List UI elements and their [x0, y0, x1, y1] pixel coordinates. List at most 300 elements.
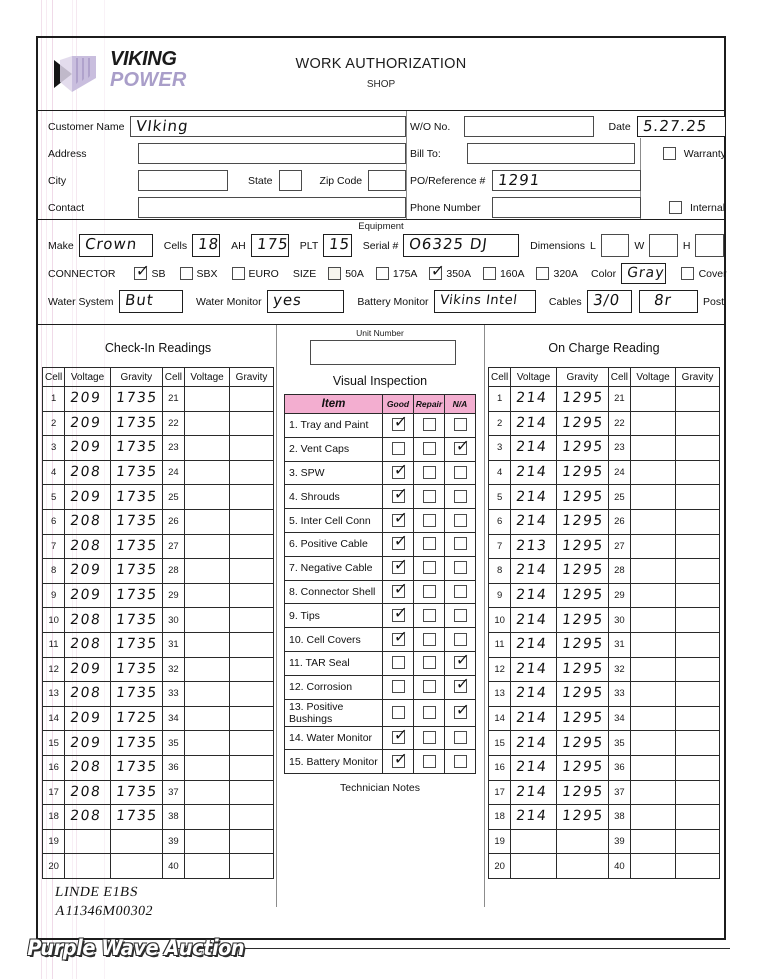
gravity-cell[interactable] — [230, 805, 274, 830]
checkbox[interactable] — [454, 699, 470, 719]
gravity-cell[interactable] — [556, 706, 608, 731]
checkbox[interactable] — [392, 602, 408, 622]
voltage-cell[interactable] — [511, 755, 557, 780]
inspection-na-checkbox[interactable] — [445, 675, 476, 699]
checkbox[interactable] — [423, 585, 436, 598]
unit-number-input[interactable] — [310, 340, 456, 365]
serial-input[interactable] — [403, 234, 519, 257]
voltage-cell[interactable] — [631, 706, 676, 731]
gravity-cell[interactable] — [110, 608, 162, 633]
voltage-cell[interactable] — [65, 460, 111, 485]
voltage-cell[interactable] — [65, 436, 111, 461]
connector-sb-checkbox[interactable] — [134, 261, 151, 280]
voltage-cell[interactable] — [65, 583, 111, 608]
voltage-cell[interactable] — [65, 608, 111, 633]
gravity-cell[interactable] — [230, 485, 274, 510]
voltage-cell[interactable] — [631, 608, 676, 633]
gravity-cell[interactable] — [230, 559, 274, 584]
voltage-cell[interactable] — [185, 509, 230, 534]
inspection-good-checkbox[interactable] — [383, 726, 414, 750]
voltage-cell[interactable] — [185, 805, 230, 830]
inspection-repair-checkbox[interactable] — [414, 699, 445, 726]
checkbox[interactable] — [454, 633, 467, 646]
gravity-cell[interactable] — [676, 608, 720, 633]
inspection-row — [285, 461, 476, 485]
inspection-na-checkbox[interactable] — [445, 437, 476, 461]
contact-input[interactable] — [138, 197, 406, 218]
gravity-cell[interactable] — [676, 682, 720, 707]
gravity-cell[interactable] — [230, 436, 274, 461]
checkbox[interactable] — [423, 755, 436, 768]
gravity-cell[interactable] — [556, 509, 608, 534]
gravity-cell[interactable] — [110, 805, 162, 830]
inspection-good-checkbox[interactable] — [383, 485, 414, 509]
checkbox[interactable] — [423, 514, 436, 527]
gravity-cell[interactable] — [556, 436, 608, 461]
inspection-na-checkbox[interactable] — [445, 651, 476, 675]
checkbox[interactable] — [392, 706, 405, 719]
gravity-cell[interactable] — [230, 509, 274, 534]
gravity-cell[interactable] — [230, 706, 274, 731]
gravity-cell[interactable] — [110, 534, 162, 559]
voltage-cell[interactable] — [631, 657, 676, 682]
voltage-cell[interactable] — [65, 387, 111, 412]
voltage-cell[interactable] — [185, 608, 230, 633]
make-input[interactable] — [79, 234, 153, 257]
gravity-cell-value: 1735 — [114, 513, 159, 530]
voltage-cell[interactable] — [65, 534, 111, 559]
voltage-cell[interactable] — [511, 731, 557, 756]
voltage-cell[interactable] — [185, 411, 230, 436]
gravity-cell[interactable] — [556, 755, 608, 780]
checkbox[interactable] — [392, 656, 405, 669]
gravity-cell[interactable] — [230, 682, 274, 707]
gravity-cell[interactable] — [110, 436, 162, 461]
table-row — [489, 583, 720, 608]
voltage-cell[interactable] — [631, 460, 676, 485]
cables-input-1[interactable] — [587, 290, 633, 313]
voltage-cell[interactable] — [511, 411, 557, 436]
cables-input-2[interactable] — [639, 290, 698, 313]
gravity-cell[interactable] — [230, 829, 274, 854]
voltage-cell[interactable] — [65, 805, 111, 830]
wo-number-input[interactable] — [464, 116, 594, 137]
voltage-cell[interactable] — [185, 829, 230, 854]
checkbox[interactable] — [392, 578, 408, 598]
checkbox[interactable] — [454, 561, 467, 574]
inspection-repair-checkbox[interactable] — [414, 461, 445, 485]
inspection-good-checkbox[interactable] — [383, 532, 414, 556]
inspection-good-checkbox[interactable] — [383, 604, 414, 628]
voltage-cell[interactable] — [511, 509, 557, 534]
voltage-cell[interactable] — [185, 387, 230, 412]
voltage-cell[interactable] — [65, 509, 111, 534]
voltage-cell[interactable] — [185, 632, 230, 657]
gravity-cell[interactable] — [110, 780, 162, 805]
gravity-cell[interactable] — [230, 583, 274, 608]
gravity-cell[interactable] — [110, 682, 162, 707]
inspection-na-checkbox[interactable] — [445, 750, 476, 774]
inspection-repair-checkbox[interactable] — [414, 651, 445, 675]
page-title: WORK AUTHORIZATION — [295, 56, 467, 72]
gravity-cell[interactable] — [676, 411, 720, 436]
size-350a-checkbox[interactable] — [429, 261, 446, 280]
cell-number: 31 — [162, 632, 184, 657]
cell-number: 22 — [162, 411, 184, 436]
gravity-cell[interactable] — [676, 387, 720, 412]
voltage-cell[interactable] — [511, 559, 557, 584]
checkbox[interactable] — [392, 724, 408, 744]
gravity-cell[interactable] — [556, 632, 608, 657]
voltage-cell[interactable] — [65, 854, 111, 879]
voltage-cell[interactable] — [185, 731, 230, 756]
gravity-cell[interactable] — [230, 608, 274, 633]
checkbox[interactable] — [454, 609, 467, 622]
checkbox[interactable] — [454, 585, 467, 598]
gravity-cell[interactable] — [556, 608, 608, 633]
gravity-cell[interactable] — [110, 706, 162, 731]
voltage-cell[interactable] — [511, 387, 557, 412]
checkbox[interactable] — [454, 731, 467, 744]
voltage-cell[interactable] — [631, 583, 676, 608]
inspection-good-checkbox[interactable] — [383, 509, 414, 533]
phone-number-input[interactable] — [492, 197, 641, 218]
checkbox[interactable] — [423, 490, 436, 503]
checkbox[interactable] — [454, 674, 470, 694]
checkbox[interactable] — [392, 483, 408, 503]
water-system-input[interactable] — [119, 290, 184, 313]
inspection-repair-checkbox[interactable] — [414, 556, 445, 580]
inspection-repair-checkbox[interactable] — [414, 726, 445, 750]
checkbox[interactable] — [423, 466, 436, 479]
gravity-cell[interactable] — [110, 460, 162, 485]
voltage-cell[interactable] — [185, 559, 230, 584]
voltage-cell[interactable] — [65, 829, 111, 854]
inspection-repair-checkbox[interactable] — [414, 750, 445, 774]
water-monitor-input[interactable] — [267, 290, 345, 313]
gravity-cell[interactable] — [676, 805, 720, 830]
gravity-cell[interactable] — [230, 657, 274, 682]
voltage-cell[interactable] — [65, 632, 111, 657]
voltage-cell[interactable] — [185, 534, 230, 559]
gravity-cell-value: 1295 — [560, 488, 605, 505]
checkbox[interactable] — [423, 731, 436, 744]
voltage-cell[interactable] — [185, 485, 230, 510]
voltage-cell[interactable] — [511, 583, 557, 608]
voltage-cell[interactable] — [631, 485, 676, 510]
voltage-cell[interactable] — [185, 780, 230, 805]
checkbox[interactable] — [454, 650, 470, 670]
gravity-cell[interactable] — [110, 632, 162, 657]
size-160a-checkbox[interactable] — [483, 267, 496, 280]
size-175a-checkbox[interactable] — [376, 267, 389, 280]
inspection-na-checkbox[interactable] — [445, 485, 476, 509]
bill-to-input[interactable] — [467, 143, 635, 164]
gravity-cell[interactable] — [556, 805, 608, 830]
gravity-cell[interactable] — [230, 534, 274, 559]
checkbox[interactable] — [423, 442, 436, 455]
dim-l-input[interactable] — [601, 234, 630, 257]
voltage-cell-value: 214 — [515, 562, 549, 579]
checkbox[interactable] — [392, 459, 408, 479]
date-input[interactable] — [637, 116, 726, 137]
inspection-na-checkbox[interactable] — [445, 414, 476, 438]
inspection-na-checkbox[interactable] — [445, 604, 476, 628]
gravity-cell[interactable] — [110, 854, 162, 879]
city-input[interactable] — [138, 170, 228, 191]
gravity-cell[interactable] — [676, 534, 720, 559]
voltage-cell[interactable] — [185, 657, 230, 682]
voltage-cell[interactable] — [511, 436, 557, 461]
checkbox[interactable] — [392, 442, 405, 455]
gravity-cell[interactable] — [676, 829, 720, 854]
connector-sbx-checkbox[interactable] — [180, 267, 193, 280]
voltage-cell[interactable] — [185, 682, 230, 707]
voltage-cell[interactable] — [631, 436, 676, 461]
gravity-cell[interactable] — [230, 854, 274, 879]
po-reference-input[interactable] — [492, 170, 641, 191]
battery-monitor-input[interactable] — [434, 290, 536, 313]
warranty-checkbox[interactable] — [663, 147, 676, 160]
gravity-cell[interactable] — [676, 509, 720, 534]
gravity-cell[interactable] — [556, 559, 608, 584]
voltage-cell[interactable] — [511, 608, 557, 633]
voltage-cell[interactable] — [65, 559, 111, 584]
gravity-cell[interactable] — [556, 460, 608, 485]
voltage-cell[interactable] — [185, 706, 230, 731]
checkbox[interactable] — [423, 418, 436, 431]
gravity-cell[interactable] — [110, 485, 162, 510]
gravity-cell[interactable] — [110, 583, 162, 608]
inspection-repair-checkbox[interactable] — [414, 437, 445, 461]
inspection-good-checkbox[interactable] — [383, 651, 414, 675]
inspection-good-checkbox[interactable] — [383, 675, 414, 699]
voltage-cell[interactable] — [185, 755, 230, 780]
checkbox[interactable] — [454, 466, 467, 479]
inspection-good-checkbox[interactable] — [383, 628, 414, 652]
voltage-cell[interactable] — [631, 755, 676, 780]
voltage-cell[interactable] — [511, 706, 557, 731]
inspection-repair-checkbox[interactable] — [414, 580, 445, 604]
voltage-cell[interactable] — [631, 509, 676, 534]
voltage-cell[interactable] — [511, 460, 557, 485]
gravity-cell[interactable] — [676, 706, 720, 731]
gravity-cell[interactable] — [676, 780, 720, 805]
inspection-row — [285, 509, 476, 533]
gravity-cell[interactable] — [556, 731, 608, 756]
gravity-cell[interactable] — [230, 460, 274, 485]
voltage-cell[interactable] — [631, 854, 676, 879]
voltage-cell[interactable] — [511, 657, 557, 682]
checkbox[interactable] — [392, 748, 408, 768]
voltage-cell[interactable] — [65, 706, 111, 731]
voltage-cell[interactable] — [65, 755, 111, 780]
checkbox[interactable] — [392, 555, 408, 575]
checkbox[interactable] — [392, 531, 408, 551]
gravity-cell[interactable] — [230, 731, 274, 756]
inspection-good-checkbox[interactable] — [383, 580, 414, 604]
gravity-cell[interactable] — [556, 780, 608, 805]
checkbox[interactable] — [423, 561, 436, 574]
checkbox[interactable] — [454, 755, 467, 768]
plt-input[interactable] — [323, 234, 352, 257]
gravity-cell[interactable] — [230, 755, 274, 780]
inspection-na-checkbox[interactable] — [445, 556, 476, 580]
checkbox[interactable] — [423, 656, 436, 669]
connector-euro-checkbox[interactable] — [232, 267, 245, 280]
inspection-na-checkbox[interactable] — [445, 726, 476, 750]
dim-w-input[interactable] — [649, 234, 678, 257]
voltage-cell[interactable] — [511, 682, 557, 707]
inspection-good-checkbox[interactable] — [383, 750, 414, 774]
gravity-cell[interactable] — [110, 559, 162, 584]
voltage-cell[interactable] — [631, 534, 676, 559]
gravity-cell[interactable] — [676, 436, 720, 461]
inspection-na-checkbox[interactable] — [445, 699, 476, 726]
voltage-cell[interactable] — [511, 485, 557, 510]
inspection-repair-checkbox[interactable] — [414, 675, 445, 699]
inspection-na-checkbox[interactable] — [445, 461, 476, 485]
voltage-cell[interactable] — [185, 583, 230, 608]
cells-input[interactable] — [192, 234, 220, 257]
checkbox[interactable] — [454, 537, 467, 550]
voltage-cell[interactable] — [65, 411, 111, 436]
voltage-cell[interactable] — [631, 780, 676, 805]
cover-checkbox[interactable] — [681, 267, 694, 280]
color-input[interactable] — [621, 263, 665, 284]
gravity-cell[interactable] — [230, 632, 274, 657]
voltage-cell[interactable] — [511, 534, 557, 559]
checkbox[interactable] — [423, 609, 436, 622]
inspection-repair-checkbox[interactable] — [414, 604, 445, 628]
gravity-cell[interactable] — [676, 854, 720, 879]
gravity-cell[interactable] — [676, 731, 720, 756]
inspection-na-checkbox[interactable] — [445, 509, 476, 533]
gravity-cell[interactable] — [676, 485, 720, 510]
size-320a-checkbox[interactable] — [536, 267, 549, 280]
voltage-cell[interactable] — [631, 731, 676, 756]
voltage-cell[interactable] — [631, 387, 676, 412]
gravity-cell[interactable] — [110, 411, 162, 436]
voltage-cell[interactable] — [631, 411, 676, 436]
gravity-cell[interactable] — [556, 411, 608, 436]
gravity-cell-value: 1735 — [114, 685, 159, 702]
inspection-good-checkbox[interactable] — [383, 556, 414, 580]
gravity-cell[interactable] — [110, 509, 162, 534]
voltage-cell[interactable] — [511, 632, 557, 657]
voltage-cell[interactable] — [511, 854, 557, 879]
gravity-cell[interactable] — [556, 682, 608, 707]
inspection-good-checkbox[interactable] — [383, 414, 414, 438]
checkbox[interactable] — [454, 418, 467, 431]
checkbox[interactable] — [392, 412, 408, 432]
dim-h-input[interactable] — [695, 234, 724, 257]
gravity-cell[interactable] — [230, 387, 274, 412]
gravity-cell[interactable] — [676, 657, 720, 682]
voltage-cell[interactable] — [185, 436, 230, 461]
gravity-cell[interactable] — [556, 829, 608, 854]
gravity-cell[interactable] — [676, 632, 720, 657]
gravity-cell[interactable] — [556, 485, 608, 510]
checkbox[interactable] — [392, 626, 408, 646]
voltage-cell[interactable] — [511, 780, 557, 805]
checkbox[interactable] — [392, 680, 405, 693]
gravity-cell[interactable] — [110, 829, 162, 854]
gravity-cell[interactable] — [676, 583, 720, 608]
voltage-cell[interactable] — [65, 657, 111, 682]
divider — [276, 325, 277, 907]
voltage-cell[interactable] — [631, 829, 676, 854]
gravity-cell[interactable] — [676, 460, 720, 485]
gravity-cell[interactable] — [556, 854, 608, 879]
gravity-cell[interactable] — [556, 583, 608, 608]
gravity-cell[interactable] — [110, 755, 162, 780]
voltage-cell[interactable] — [631, 632, 676, 657]
checkbox[interactable] — [454, 436, 470, 456]
internal-checkbox[interactable] — [669, 201, 682, 214]
gravity-cell[interactable] — [110, 731, 162, 756]
voltage-cell[interactable] — [185, 460, 230, 485]
state-input[interactable] — [279, 170, 302, 191]
address-input[interactable] — [138, 143, 406, 164]
inspection-repair-checkbox[interactable] — [414, 485, 445, 509]
inspection-na-checkbox[interactable] — [445, 532, 476, 556]
inspection-na-checkbox[interactable] — [445, 580, 476, 604]
gravity-cell[interactable] — [110, 657, 162, 682]
inspection-good-checkbox[interactable] — [383, 699, 414, 726]
checkbox[interactable] — [454, 514, 467, 527]
voltage-cell[interactable] — [631, 682, 676, 707]
voltage-cell[interactable] — [631, 805, 676, 830]
checkbox[interactable] — [392, 507, 408, 527]
zip-code-input[interactable] — [368, 170, 406, 191]
voltage-cell[interactable] — [511, 829, 557, 854]
gravity-cell[interactable] — [676, 755, 720, 780]
voltage-cell[interactable] — [65, 485, 111, 510]
checkbox[interactable] — [423, 680, 436, 693]
cell-number: 5 — [489, 485, 511, 510]
checkbox[interactable] — [423, 537, 436, 550]
gravity-cell[interactable] — [110, 387, 162, 412]
voltage-cell[interactable] — [185, 854, 230, 879]
gravity-cell[interactable] — [676, 559, 720, 584]
inspection-repair-checkbox[interactable] — [414, 532, 445, 556]
gravity-cell[interactable] — [556, 657, 608, 682]
customer-name-input[interactable] — [130, 116, 406, 137]
checkbox[interactable] — [423, 633, 436, 646]
voltage-cell[interactable] — [511, 805, 557, 830]
footer-handwriting-line-1: LINDE E1BS — [53, 885, 140, 900]
size-50a-checkbox[interactable] — [328, 267, 341, 280]
inspection-na-checkbox[interactable] — [445, 628, 476, 652]
voltage-cell[interactable] — [65, 731, 111, 756]
inspection-repair-checkbox[interactable] — [414, 628, 445, 652]
gravity-cell[interactable] — [556, 387, 608, 412]
gravity-cell[interactable] — [230, 780, 274, 805]
checkbox[interactable] — [423, 706, 436, 719]
inspection-repair-checkbox[interactable] — [414, 414, 445, 438]
ah-input[interactable] — [251, 234, 289, 257]
inspection-good-checkbox[interactable] — [383, 437, 414, 461]
voltage-cell[interactable] — [65, 780, 111, 805]
gravity-cell[interactable] — [556, 534, 608, 559]
inspection-good-checkbox[interactable] — [383, 461, 414, 485]
gravity-cell[interactable] — [230, 411, 274, 436]
voltage-cell[interactable] — [65, 682, 111, 707]
voltage-cell[interactable] — [631, 559, 676, 584]
checkbox[interactable] — [454, 490, 467, 503]
inspection-repair-checkbox[interactable] — [414, 509, 445, 533]
